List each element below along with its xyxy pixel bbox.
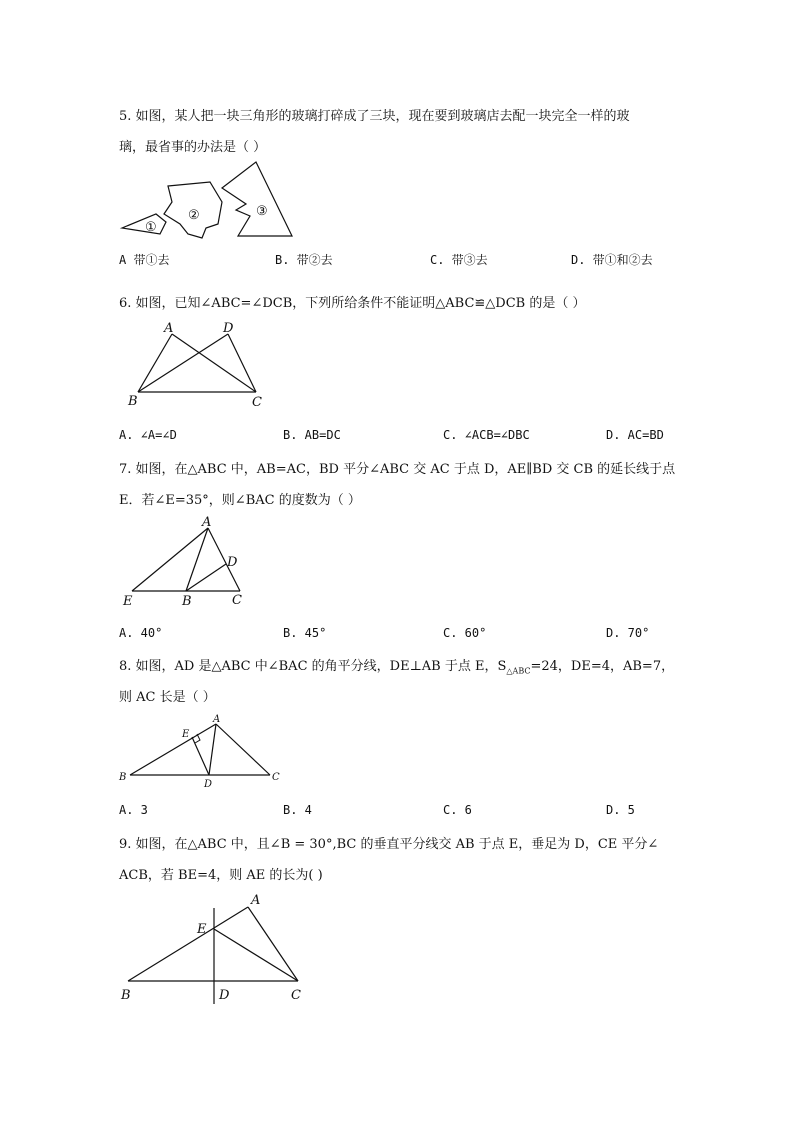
q8-label-e: E — [182, 729, 190, 740]
q6-label-b: B — [128, 394, 138, 409]
q8-option-c[interactable]: C. 6 — [443, 803, 472, 817]
q6-option-c[interactable]: C. ∠ACB=∠DBC — [443, 428, 530, 442]
q8-triangle-figure — [118, 712, 288, 792]
q6-triangles-figure — [120, 320, 280, 410]
q9-label-e: E — [197, 922, 207, 937]
q9-label-d: D — [219, 988, 230, 1003]
q6-option-a[interactable]: A. ∠A=∠D — [119, 428, 177, 442]
q7-option-b[interactable]: B. 45° — [283, 626, 327, 640]
q6-option-d[interactable]: D. AC=BD — [606, 428, 664, 442]
q7-stem-line1: 7. 如图，在△ABC 中，AB=AC，BD 平分∠ABC 交 AC 于点 D，AE∥BD 交 CB 的延长线于点 — [119, 462, 676, 477]
q6-label-d: D — [223, 321, 234, 336]
q8-option-a[interactable]: A. 3 — [119, 803, 148, 817]
q6-label-c: C — [252, 395, 262, 410]
glass-piece-3 — [222, 162, 292, 236]
glass-piece-1 — [122, 214, 166, 234]
q9-label-c: C — [291, 988, 301, 1003]
q7-option-c[interactable]: C. 60° — [443, 626, 487, 640]
q9-triangle-figure — [118, 888, 318, 1010]
q8-area-subscript: △ABC — [506, 666, 531, 676]
q6-option-b[interactable]: B. AB=DC — [283, 428, 341, 442]
q7-option-a[interactable]: A. 40° — [119, 626, 163, 640]
q9-stem-line1: 9. 如图，在△ABC 中，且∠B = 30°,BC 的垂直平分线交 AB 于点 E，垂足为 D，CE 平分∠ — [119, 837, 659, 852]
q8-label-a: A — [213, 714, 221, 725]
q5-option-c[interactable]: C. 带③去 — [430, 253, 488, 267]
q7-stem-line2: E．若∠E=35°，则∠BAC 的度数为（ ） — [119, 493, 361, 508]
q7-label-b: B — [182, 594, 192, 609]
q5-stem-line1: 5. 如图，某人把一块三角形的玻璃打碎成了三块，现在要到玻璃店去配一块完全一样的玻 — [119, 109, 630, 124]
q9-stem-line2: ACB，若 BE=4，则 AE 的长为( ) — [119, 868, 323, 883]
q5-option-a[interactable]: A 带①去 — [119, 253, 170, 267]
q6-stem-line1: 6. 如图，已知∠ABC=∠DCB，下列所给条件不能证明△ABC≌△DCB 的是（ ） — [119, 296, 586, 311]
piece-label-3: ③ — [256, 204, 268, 219]
piece-label-2: ② — [188, 208, 200, 223]
q5-stem-line2: 璃，最省事的办法是（ ） — [119, 140, 267, 155]
q8-stem-line2: 则 AC 长是（ ） — [119, 690, 216, 705]
q5-glass-pieces-figure — [118, 158, 298, 242]
q8-stem-line1 — [119, 655, 674, 676]
q7-label-a: A — [202, 515, 212, 530]
q5-option-b[interactable]: B. 带②去 — [275, 253, 333, 267]
q7-option-d[interactable]: D. 70° — [606, 626, 650, 640]
q7-label-e: E — [123, 594, 133, 609]
q5-option-d[interactable]: D. 带①和②去 — [571, 253, 653, 267]
q8-option-b[interactable]: B. 4 — [283, 803, 312, 817]
q9-label-a: A — [251, 893, 261, 908]
q8-label-c: C — [272, 772, 280, 783]
q7-triangle-figure — [118, 512, 258, 612]
q6-label-a: A — [164, 321, 174, 336]
q8-option-d[interactable]: D. 5 — [606, 803, 635, 817]
q8-stem-part1: 8. 如图，AD 是△ABC 中∠BAC 的角平分线，DE⊥AB 于点 E，S — [119, 659, 507, 674]
q9-label-b: B — [121, 988, 131, 1003]
piece-label-1: ① — [145, 220, 157, 235]
q7-label-d: D — [227, 555, 238, 570]
q8-stem-part2: =24，DE=4，AB=7， — [530, 659, 675, 674]
q7-label-c: C — [232, 593, 242, 608]
q8-label-d: D — [204, 779, 213, 790]
q8-label-b: B — [119, 772, 127, 783]
